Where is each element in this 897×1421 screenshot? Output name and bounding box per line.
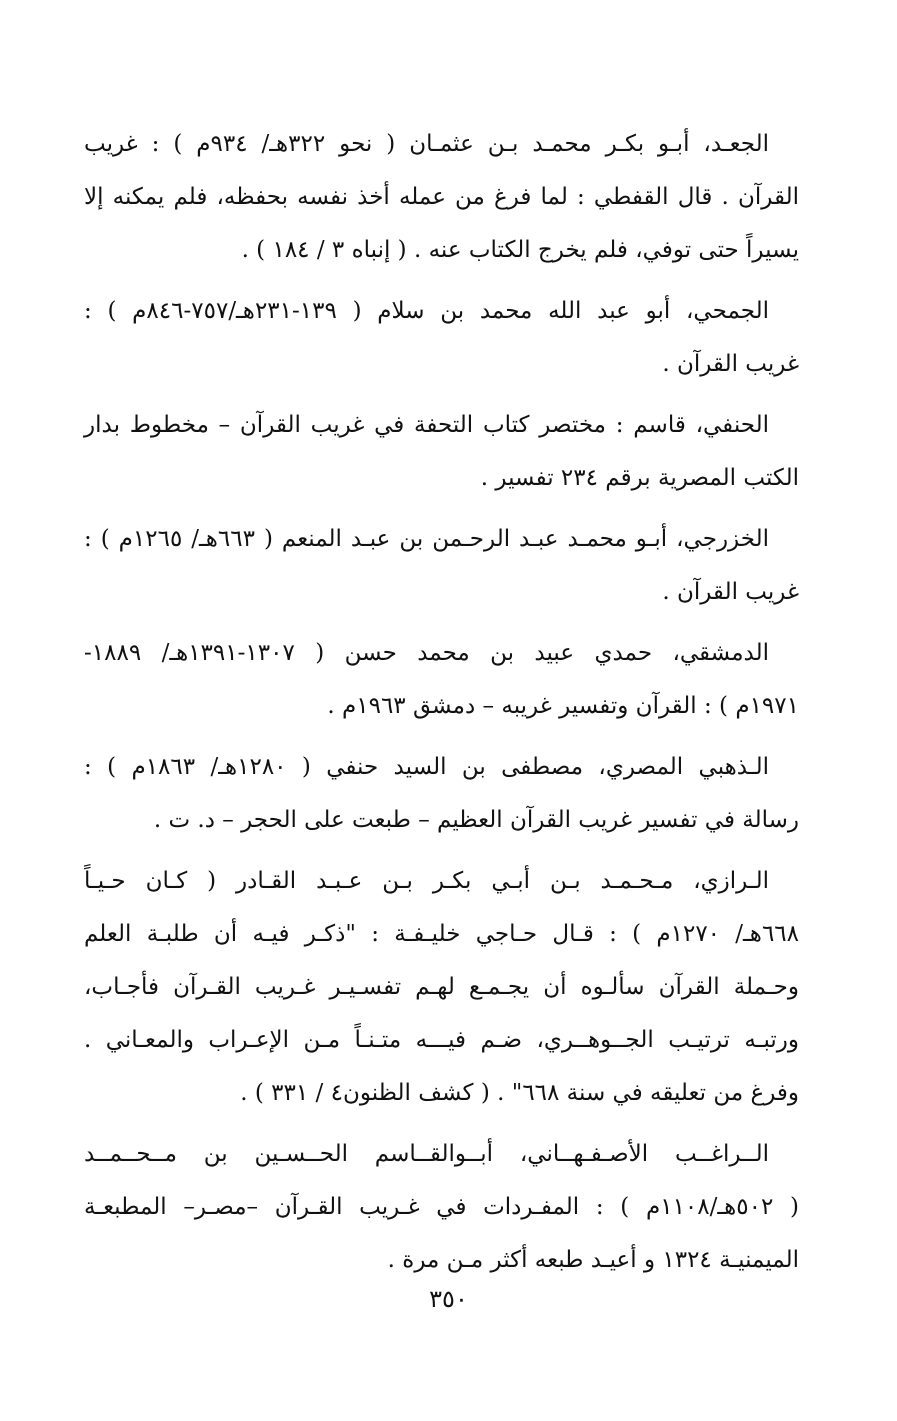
entry-aljumahi: [84, 285, 799, 391]
entry-line: الحنفي، قاسم : مختصر كتاب التحفة في غريب القرآن – مخطوط بدار: [84, 412, 769, 438]
entry-alhanafi: [84, 399, 799, 505]
entry-line: الــراغــب الأصـفـهــاني، أبــوالقــاسم الحــسـين بن مــحــمــد: [84, 1141, 769, 1167]
entry-line: الكتب المصرية برقم ٢٣٤ تفسير .: [480, 465, 799, 491]
entry-line: ١٩٧١م ) : القرآن وتفسير غريبه – دمشق ١٩٦٣م .: [327, 693, 799, 719]
entry-line: الجعـد، أبـو بكـر محمـد بـن عثمـان ( نحو ٣٢٢هـ/ ٩٣٤م ) : غريب: [84, 131, 769, 157]
entry-line: القرآن . قال القفطي : لما فرغ من عمله أخذ نفسه بحفظه، فلم يمكنه إلا: [84, 184, 799, 210]
entry-line: الـذهبي المصري، مصطفى بن السيد حنفي ( ١٢٨٠هـ/ ١٨٦٣م ) :: [84, 754, 769, 780]
entry-line: ورتبـه ترتيـب الجــوهــري، ضـم فيـــه متـنـاً مـن الإعـراب والمعـاني .: [84, 1027, 799, 1053]
entry-line: رسالة في تفسير غريب القرآن العظيم – طبعت على الحجر – د. ت .: [153, 807, 799, 833]
entry-line: الخزرجي، أبـو محمـد عبـد الرحـمن بن عبـد المنعم ( ٦٦٣هـ/ ١٢٦٥م ) :: [84, 526, 769, 552]
entry-aldimashqi: [84, 627, 799, 733]
entry-line: يسيراً حتى توفي، فلم يخرج الكتاب عنه . ( إنباه ٣ / ١٨٤ ) .: [241, 237, 799, 263]
entry-alkhazraji: [84, 513, 799, 619]
entry-alraghib: [84, 1128, 799, 1287]
entry-line: الـرازي، مـحـمـد بـن أبـي بكـر بـن عـبـد القـادر ( كـان حـيـاً: [84, 868, 769, 894]
entry-line: الميمنيـة ١٣٢٤ و أعيـد طبعه أكثر مـن مرة .: [387, 1247, 799, 1273]
entry-line: وحـملة القرآن سألـوه أن يجـمـع لهـم تفسـيـر غـريب القـرآن فأجـاب،: [84, 974, 799, 1000]
entry-line: وفرغ من تعليقه في سنة ٦٦٨" . ( كشف الظنون٤ / ٣٣١ ) .: [240, 1080, 799, 1106]
entry-line: غريب القرآن .: [662, 351, 799, 377]
entry-aljad: [84, 118, 799, 277]
entry-line: الجمحي، أبو عبد الله محمد بن سلام ( ١٣٩-٢٣١هـ/٧٥٧-٨٤٦م ) :: [84, 298, 769, 324]
entry-aldhahabi: [84, 741, 799, 847]
entry-alrazi: [84, 855, 799, 1120]
entry-line: الدمشقي، حمدي عبيد بن محمد حسن ( ١٣٠٧-١٣٩١هـ/ ١٨٨٩-: [84, 640, 769, 666]
entry-line: غريب القرآن .: [662, 579, 799, 605]
entry-line: ( ٥٠٢هـ/١١٠٨م ) : المفـردات في غـريب القـرآن –مصـر– المطبعـة: [84, 1194, 799, 1220]
page-body: [84, 118, 799, 1295]
page-number: ٣٥٠: [429, 1285, 468, 1313]
entry-line: ٦٦٨هـ/ ١٢٧٠م ) : قـال حـاجي خليـفـة : "ذكـر فيـه أن طلبـة العلم: [84, 921, 799, 947]
